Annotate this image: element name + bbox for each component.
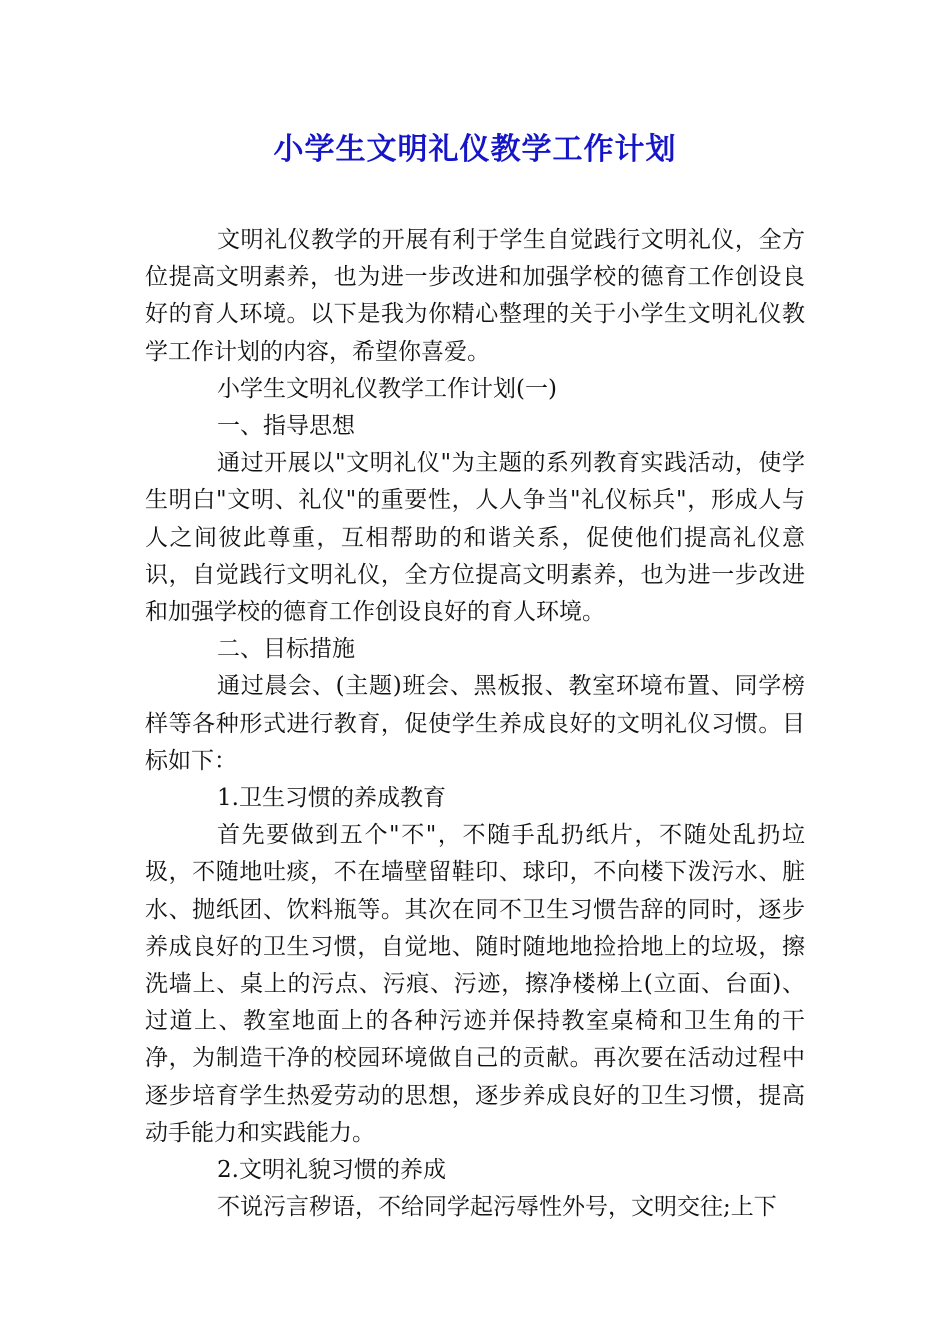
document-title: 小学生文明礼仪教学工作计划: [273, 132, 677, 167]
plan-subtitle: 小学生文明礼仪教学工作计划(一): [217, 375, 557, 402]
courtesy-habits-paragraph: 不说污言秽语，不给同学起污辱性外号，文明交往;上下: [217, 1194, 777, 1221]
document-body: [145, 222, 805, 1226]
subheading-hygiene-habits: 1.卫生习惯的养成教育: [217, 785, 446, 812]
intro-paragraph: 文明礼仪教学的开展有利于学生自觉践行文明礼仪，全方位提高文明素养，也为进一步改进和加强学校的德育工作创设良好的育人环境。以下是我为你精心整理的关于小学生文明礼仪教学工作计划的内容，希望你喜爱。: [145, 227, 805, 365]
hygiene-habits-paragraph: 首先要做到五个"不"，不随手乱扔纸片，不随处乱扔垃圾，不随地吐痰，不在墙壁留鞋印、球印，不向楼下泼污水、脏水、抛纸团、饮料瓶等。其次在同不卫生习惯告辞的同时，逐步养成良好的卫生习惯，自觉地、随时随地地捡拾地上的垃圾，擦洗墙上、桌上的污点、污痕、污迹，擦净楼梯上(立面、台面)、过道上、教室地面上的各种污迹并保持教室桌椅和卫生角的干净，为制造干净的校园环境做自己的贡献。再次要在活动过程中逐步培育学生热爱劳动的思想，逐步养成良好的卫生习惯，提高动手能力和实践能力。: [145, 822, 805, 1146]
section-heading-goals-measures: 二、目标措施: [217, 636, 355, 663]
guiding-ideology-paragraph: 通过开展以"文明礼仪"为主题的系列教育实践活动，使学生明白"文明、礼仪"的重要性，人人争当"礼仪标兵"，形成人与人之间彼此尊重，互相帮助的和谐关系，促使他们提高礼仪意识，自觉践行文明礼仪，全方位提高文明素养，也为进一步改进和加强学校的德育工作创设良好的育人环境。: [145, 450, 805, 626]
goals-measures-paragraph: 通过晨会、(主题)班会、黑板报、教室环境布置、同学榜样等各种形式进行教育，促使学生养成良好的文明礼仪习惯。目标如下：: [145, 673, 805, 774]
subheading-courtesy-habits: 2.文明礼貌习惯的养成: [217, 1157, 446, 1184]
section-heading-guiding-ideology: 一、指导思想: [217, 413, 355, 440]
